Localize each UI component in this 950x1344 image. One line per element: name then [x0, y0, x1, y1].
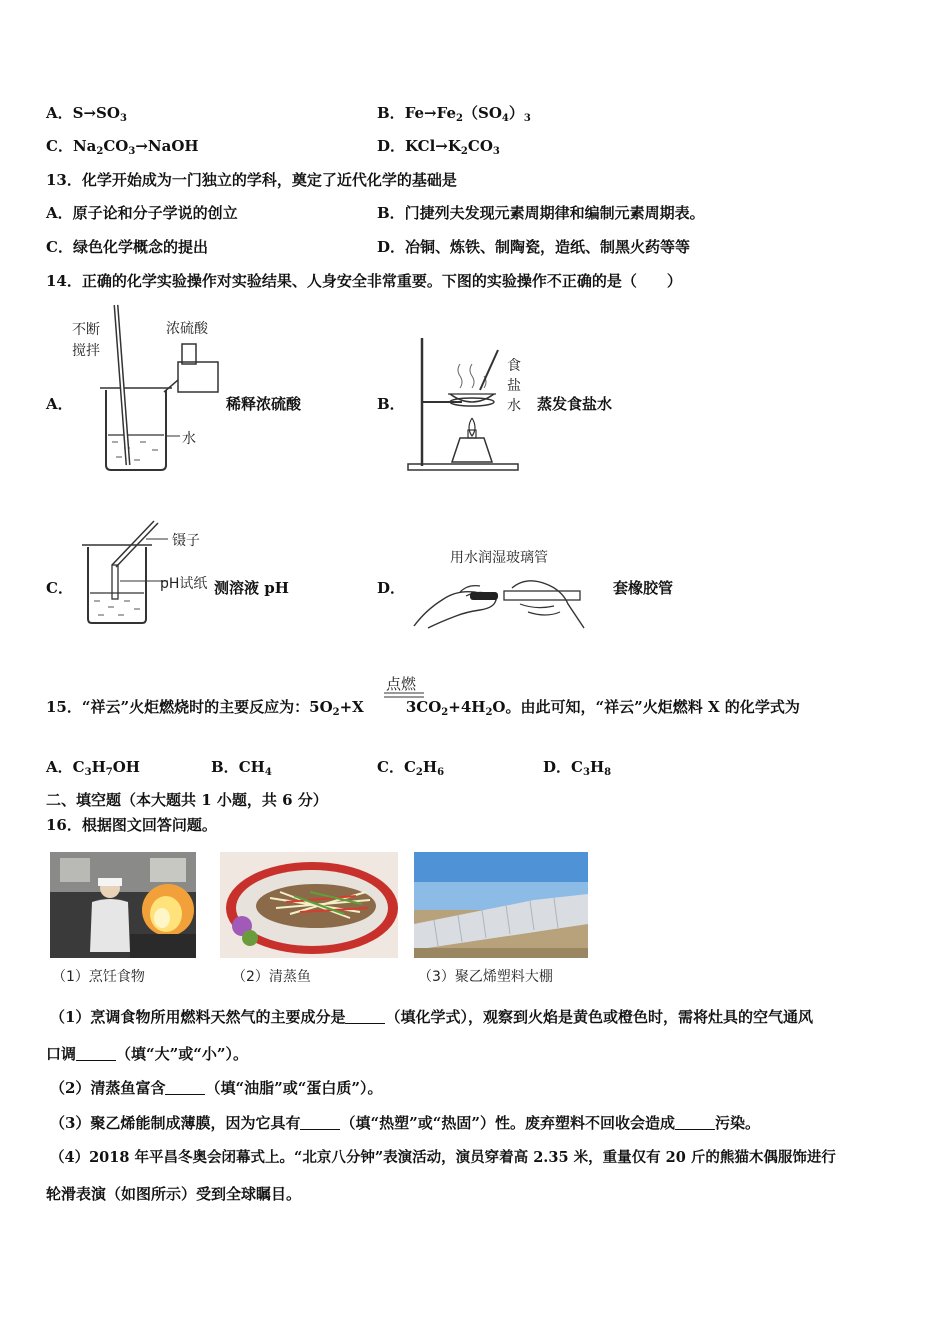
photo-caption-2: （2）清蒸鱼: [232, 969, 311, 985]
answer-blank-1[interactable]: [345, 1009, 385, 1024]
reaction-condition: 点燃: [386, 675, 417, 693]
figure-c-label-tweezers: 镊子: [172, 533, 200, 549]
q13-option-d[interactable]: D．冶铜、炼铁、制陶瓷，造纸、制黑火药等等: [377, 238, 691, 256]
answer-blank-2[interactable]: [76, 1046, 116, 1061]
q12-option-b[interactable]: B．$Fe\to Fe_2(SO_4)_3$: [377, 104, 531, 124]
q16-part-2: （2）清蒸鱼富含 （填“油脂”或“蛋白质”）。: [50, 1079, 383, 1097]
photo-greenhouse: [414, 852, 588, 958]
q13-option-a[interactable]: A．原子论和分子学说的创立: [46, 204, 238, 222]
figure-rubber-tube: [408, 570, 608, 632]
figure-b-label-salt-water: 食 盐 水: [507, 358, 521, 414]
q14-option-d-caption: 套橡胶管: [613, 579, 674, 597]
q16-stem: 16．根据图文回答问题。: [46, 816, 217, 834]
q15-option-b[interactable]: B．$CH_4$: [211, 758, 272, 778]
q12-option-d[interactable]: D．$KCl\to K_2CO_3$: [377, 137, 500, 157]
q13-option-b[interactable]: B．门捷列夫发现元素周期律和编制元素周期表。: [377, 204, 705, 222]
q12-option-a[interactable]: A．$S\to SO_3$: [46, 104, 127, 124]
figure-d-label-wet-tube: 用水润湿玻璃管: [450, 550, 548, 566]
section-2-heading: 二、填空题（本大题共 1 小题，共 6 分）: [46, 791, 328, 809]
q14-option-c-caption: 测溶液 pH: [214, 579, 289, 597]
q14-option-b-letter[interactable]: B．: [377, 395, 405, 413]
reaction-arrow-equals: [384, 690, 426, 700]
q14-option-d-letter[interactable]: D．: [377, 579, 406, 597]
q15-option-a[interactable]: A．$C_3H_7OH$: [46, 758, 140, 778]
photo-caption-3: （3）聚乙烯塑料大棚: [418, 969, 553, 985]
q16-part-1-line-1: （1）烹调食物所用燃料天然气的主要成分是 （填化学式），观察到火焰是黄色或橙色时，需将灶具的空气通风: [50, 1008, 813, 1026]
q16-part-4-line-2: 轮滑表演（如图所示）受到全球瞩目。: [46, 1185, 302, 1203]
q14-stem: 14．正确的化学实验操作对实验结果、人身安全非常重要。下图的实验操作不正确的是（ ）: [46, 272, 682, 290]
photo-steamed-fish: [220, 852, 398, 958]
figure-a-label-water: 水: [182, 431, 196, 447]
figure-a-label-stir: 不断 搅拌: [72, 322, 100, 359]
q13-option-c[interactable]: C．绿色化学概念的提出: [46, 238, 208, 256]
answer-blank-3[interactable]: [165, 1080, 205, 1095]
q14-option-a-caption: 稀释浓硫酸: [226, 395, 302, 413]
figure-a-label-acid: 浓硫酸: [166, 321, 208, 337]
q12-option-c[interactable]: C．$Na_2CO_3\to NaOH$: [46, 137, 199, 157]
q14-option-a-letter[interactable]: A．: [46, 395, 73, 413]
q14-option-b-caption: 蒸发食盐水: [537, 395, 613, 413]
photo-caption-1: （1）烹饪食物: [52, 969, 145, 985]
answer-blank-4[interactable]: [300, 1115, 340, 1130]
q13-stem: 13．化学开始成为一门独立的学科，奠定了近代化学的基础是: [46, 171, 457, 189]
q16-part-3: （3）聚乙烯能制成薄膜，因为它具有 （填“热塑”或“热固”）性。废弃塑料不回收会造成 污染。: [50, 1114, 760, 1132]
q15-option-d[interactable]: D．$C_3H_8$: [543, 758, 612, 778]
answer-blank-5[interactable]: [675, 1115, 715, 1130]
q16-part-4-line-1: （4）2018 年平昌冬奥会闭幕式上。“北京八分钟”表演活动，演员穿着高 2.35 米，重量仅有 20 斤的熊猫木偶服饰进行: [50, 1149, 836, 1166]
q14-option-c-letter[interactable]: C．: [46, 579, 73, 597]
photo-cooking: [50, 852, 196, 958]
q15-option-c[interactable]: C．$C_2H_6$: [377, 758, 445, 778]
q15-stem: 15．“祥云”火炬燃烧时的主要反应为：$5O_2+X$ $3CO_2+4H_2O$。由此可知，“祥云”火炬燃料 X 的化学式为: [46, 698, 800, 718]
figure-c-label-ph-paper: pH试纸: [160, 576, 208, 592]
q16-part-1-line-2: 口调 （填“大”或“小”）。: [46, 1045, 249, 1063]
